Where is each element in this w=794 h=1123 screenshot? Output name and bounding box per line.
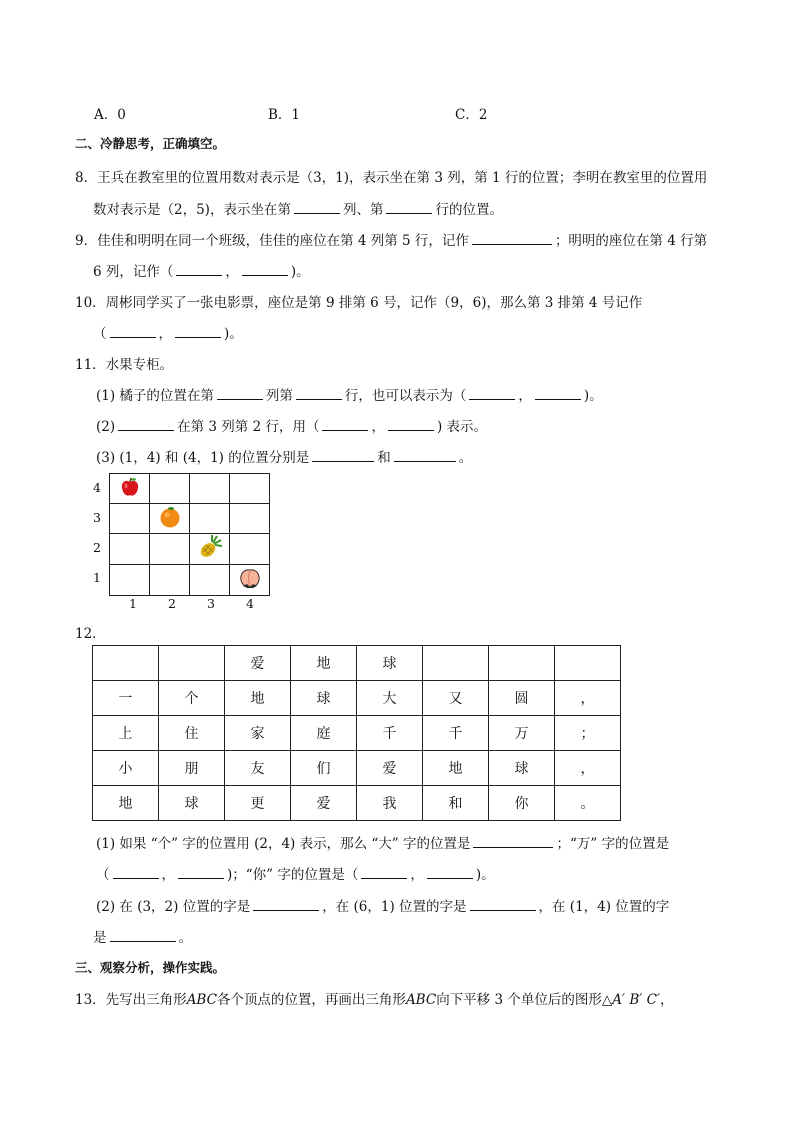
grid-cell — [150, 474, 190, 504]
q11-blank-fruit[interactable] — [118, 416, 174, 431]
q10-line2 — [93, 322, 243, 342]
q12-blank-ni-y[interactable] — [427, 864, 473, 879]
q11-p1-e: )。 — [583, 388, 603, 404]
q13-a: 13．先写出三角形 — [75, 992, 187, 1008]
char-cell: 一 — [93, 681, 159, 716]
char-cell: 地 — [93, 786, 159, 821]
q12-p1-b: ；“万” 字的位置是 — [556, 836, 670, 852]
char-cell: 友 — [225, 751, 291, 786]
grid-y-label: 3 — [93, 510, 101, 525]
q13-prime: A′ B′ C′ — [612, 992, 661, 1008]
q11-p1-a: (1) 橘子的位置在第 — [96, 388, 214, 404]
q11-p3-b: 和 — [377, 450, 391, 466]
grid-cell — [190, 504, 230, 534]
q9-text-c: 6 列，记作（ — [93, 264, 174, 280]
orange-icon — [158, 505, 182, 529]
q12-part1-line1 — [96, 832, 669, 852]
grid-x-label: 2 — [168, 596, 176, 611]
q8-text-b: 列、第 — [342, 202, 384, 218]
q13-c: 向下平移 3 个单位后的图形△ — [436, 992, 613, 1008]
q12-part2-line2 — [93, 926, 192, 946]
grid-cell — [150, 534, 190, 565]
char-cell: 家 — [225, 716, 291, 751]
char-cell: 球 — [291, 681, 357, 716]
char-cell: 大 — [357, 681, 423, 716]
grid-x-label: 1 — [129, 596, 137, 611]
q12-blank-61[interactable] — [470, 896, 536, 911]
option-c: C．2 — [455, 107, 488, 123]
q9-blank-y[interactable] — [242, 261, 288, 276]
grid-cell — [110, 504, 150, 534]
q9-comma: ， — [225, 264, 239, 280]
q12-p2-a: (2) 在 (3，2) 位置的字是 — [96, 899, 251, 915]
grid-cell — [190, 565, 230, 596]
q9-blank-jiajia[interactable] — [472, 230, 552, 245]
char-cell: 圆 — [489, 681, 555, 716]
q10-line1: 10．周彬同学买了一张电影票，座位是第 9 排第 6 号，记作（9，6)，那么第 3 排第 4 号记作 — [75, 295, 643, 311]
char-cell — [93, 646, 159, 681]
q12-blank-da[interactable] — [473, 833, 553, 848]
q12-p2-d: 是 — [93, 930, 107, 946]
q8-blank-row[interactable] — [386, 199, 432, 214]
q10-blank-x[interactable] — [110, 323, 156, 338]
q12-p1-e: )；“你” 字的位置是（ — [227, 867, 359, 883]
q12-p2-c: ，在 (1，4) 位置的字 — [538, 899, 670, 915]
q9-text-a: 9．佳佳和明明在同一个班级，佳佳的座位在第 4 列第 5 行，记作 — [75, 233, 469, 249]
q8-line1: 8．王兵在教室里的位置用数对表示是（3，1)，表示坐在第 3 列，第 1 行的位置；李明在教室里的位置用 — [75, 170, 708, 186]
q8-text-c: 行的位置。 — [435, 202, 503, 218]
grid-cell — [110, 534, 150, 565]
char-cell: 地 — [423, 751, 489, 786]
char-cell: 球 — [357, 646, 423, 681]
q11-p2-a: (2) — [96, 419, 116, 435]
char-cell: 球 — [489, 751, 555, 786]
grid-cell — [230, 474, 270, 504]
peach-icon — [237, 565, 263, 591]
q11-p1-d: ， — [518, 388, 532, 404]
q13-d: ， — [660, 992, 674, 1008]
char-cell: 球 — [159, 786, 225, 821]
char-cell: 住 — [159, 716, 225, 751]
q12-blank-wan-x[interactable] — [113, 864, 159, 879]
q11-p1-c: 行，也可以表示为（ — [344, 388, 467, 404]
q12-p2-e: 。 — [178, 930, 192, 946]
q8-blank-column[interactable] — [294, 199, 340, 214]
char-cell: 爱 — [291, 786, 357, 821]
grid-cell — [150, 504, 190, 534]
option-a: A．0 — [94, 107, 126, 123]
q11-part1 — [96, 384, 603, 404]
q10-close: )。 — [224, 326, 243, 342]
q11-blank-row[interactable] — [296, 385, 342, 400]
apple-icon — [119, 476, 141, 498]
q9-text-b: ；明明的座位在第 4 行第 — [554, 233, 708, 249]
char-cell: 们 — [291, 751, 357, 786]
char-cell: 千 — [423, 716, 489, 751]
section-2-heading: 二、冷静思考，正确填空。 — [75, 136, 226, 151]
q11-part3 — [96, 446, 472, 466]
q11-title: 11．水果专柜。 — [75, 357, 174, 373]
grid-cell — [150, 565, 190, 596]
char-cell: 更 — [225, 786, 291, 821]
q13-b: 各个顶点的位置，再画出三角形 — [216, 992, 406, 1008]
q11-p3-a: (3) (1，4) 和 (4，1) 的位置分别是 — [96, 450, 310, 466]
grid-y-label: 1 — [93, 570, 101, 585]
q11-p2-c: ， — [371, 419, 385, 435]
q11-p3-c: 。 — [458, 450, 473, 466]
char-cell: 和 — [423, 786, 489, 821]
option-b: B．1 — [268, 107, 301, 123]
q11-blank-pos1[interactable] — [312, 447, 374, 462]
q12-p2-b: ，在 (6，1) 位置的字是 — [322, 899, 467, 915]
char-cell: 。 — [555, 786, 621, 821]
q10-open: （ — [93, 326, 107, 342]
grid-cell — [110, 565, 150, 596]
section-3-heading: 三、观察分析，操作实践。 — [75, 960, 226, 975]
grid-x-label: 4 — [246, 596, 254, 611]
char-cell: 我 — [357, 786, 423, 821]
grid-cell — [230, 534, 270, 565]
q10-blank-y[interactable] — [175, 323, 221, 338]
grid-cell — [190, 534, 230, 565]
char-cell: 朋 — [159, 751, 225, 786]
q12-part2-line1 — [96, 895, 669, 915]
q13-line1 — [75, 988, 674, 1008]
q11-p2-d: ) 表示。 — [436, 419, 488, 435]
grid-cell — [190, 474, 230, 504]
q11-blank-x2[interactable] — [322, 416, 368, 431]
q11-blank-y2[interactable] — [388, 416, 434, 431]
char-cell: 千 — [357, 716, 423, 751]
grid-x-label: 3 — [207, 596, 215, 611]
q11-blank-x[interactable] — [469, 385, 515, 400]
char-cell: 爱 — [225, 646, 291, 681]
char-cell — [489, 646, 555, 681]
char-cell: ， — [555, 751, 621, 786]
q8-text-a: 数对表示是（2，5)，表示坐在第 — [93, 202, 291, 218]
q11-blank-col[interactable] — [217, 385, 263, 400]
q9-text-d: )。 — [290, 264, 310, 280]
char-cell: ； — [555, 716, 621, 751]
q12-p1-c: （ — [96, 867, 110, 883]
grid-y-label: 2 — [93, 540, 101, 555]
char-cell: ， — [555, 681, 621, 716]
q9-line2 — [93, 260, 310, 280]
grid-cell — [230, 565, 270, 596]
char-cell: 地 — [225, 681, 291, 716]
character-table — [92, 645, 621, 821]
grid-y-label: 4 — [93, 480, 101, 495]
q12-title: 12． — [75, 626, 106, 642]
q10-comma: ， — [158, 326, 172, 342]
q13-abc-2: ABC — [405, 992, 437, 1008]
char-cell: 个 — [159, 681, 225, 716]
grid-cell — [110, 474, 150, 504]
q11-p1-b: 列第 — [265, 388, 293, 404]
q11-part2 — [96, 415, 487, 435]
q8-line2 — [93, 198, 503, 218]
q11-blank-y[interactable] — [535, 385, 581, 400]
char-cell — [423, 646, 489, 681]
char-cell: 万 — [489, 716, 555, 751]
q13-abc-1: ABC — [186, 992, 217, 1008]
q9-line1 — [75, 229, 707, 249]
q12-p1-g: )。 — [475, 867, 495, 883]
char-cell: 上 — [93, 716, 159, 751]
q11-p2-b: 在第 3 列第 2 行，用（ — [177, 419, 320, 435]
q12-blank-32[interactable] — [253, 896, 319, 911]
fruit-grid — [109, 473, 270, 596]
char-cell: 你 — [489, 786, 555, 821]
grid-cell — [230, 504, 270, 534]
q12-blank-ni-x[interactable] — [361, 864, 407, 879]
char-cell: 庭 — [291, 716, 357, 751]
q11-blank-pos2[interactable] — [394, 447, 456, 462]
char-cell: 爱 — [357, 751, 423, 786]
q9-blank-x[interactable] — [176, 261, 222, 276]
q12-p1-a: (1) 如果 “个” 字的位置用 (2，4) 表示，那么 “大” 字的位置是 — [96, 836, 471, 852]
q12-blank-wan-y[interactable] — [178, 864, 224, 879]
q12-p1-d: ， — [161, 867, 175, 883]
char-cell: 地 — [291, 646, 357, 681]
char-cell: 小 — [93, 751, 159, 786]
char-cell — [159, 646, 225, 681]
q12-part1-line2 — [96, 863, 495, 883]
q12-p1-f: ， — [410, 867, 424, 883]
char-cell — [555, 646, 621, 681]
q12-blank-14[interactable] — [110, 927, 176, 942]
pineapple-icon — [197, 534, 223, 560]
char-cell: 又 — [423, 681, 489, 716]
